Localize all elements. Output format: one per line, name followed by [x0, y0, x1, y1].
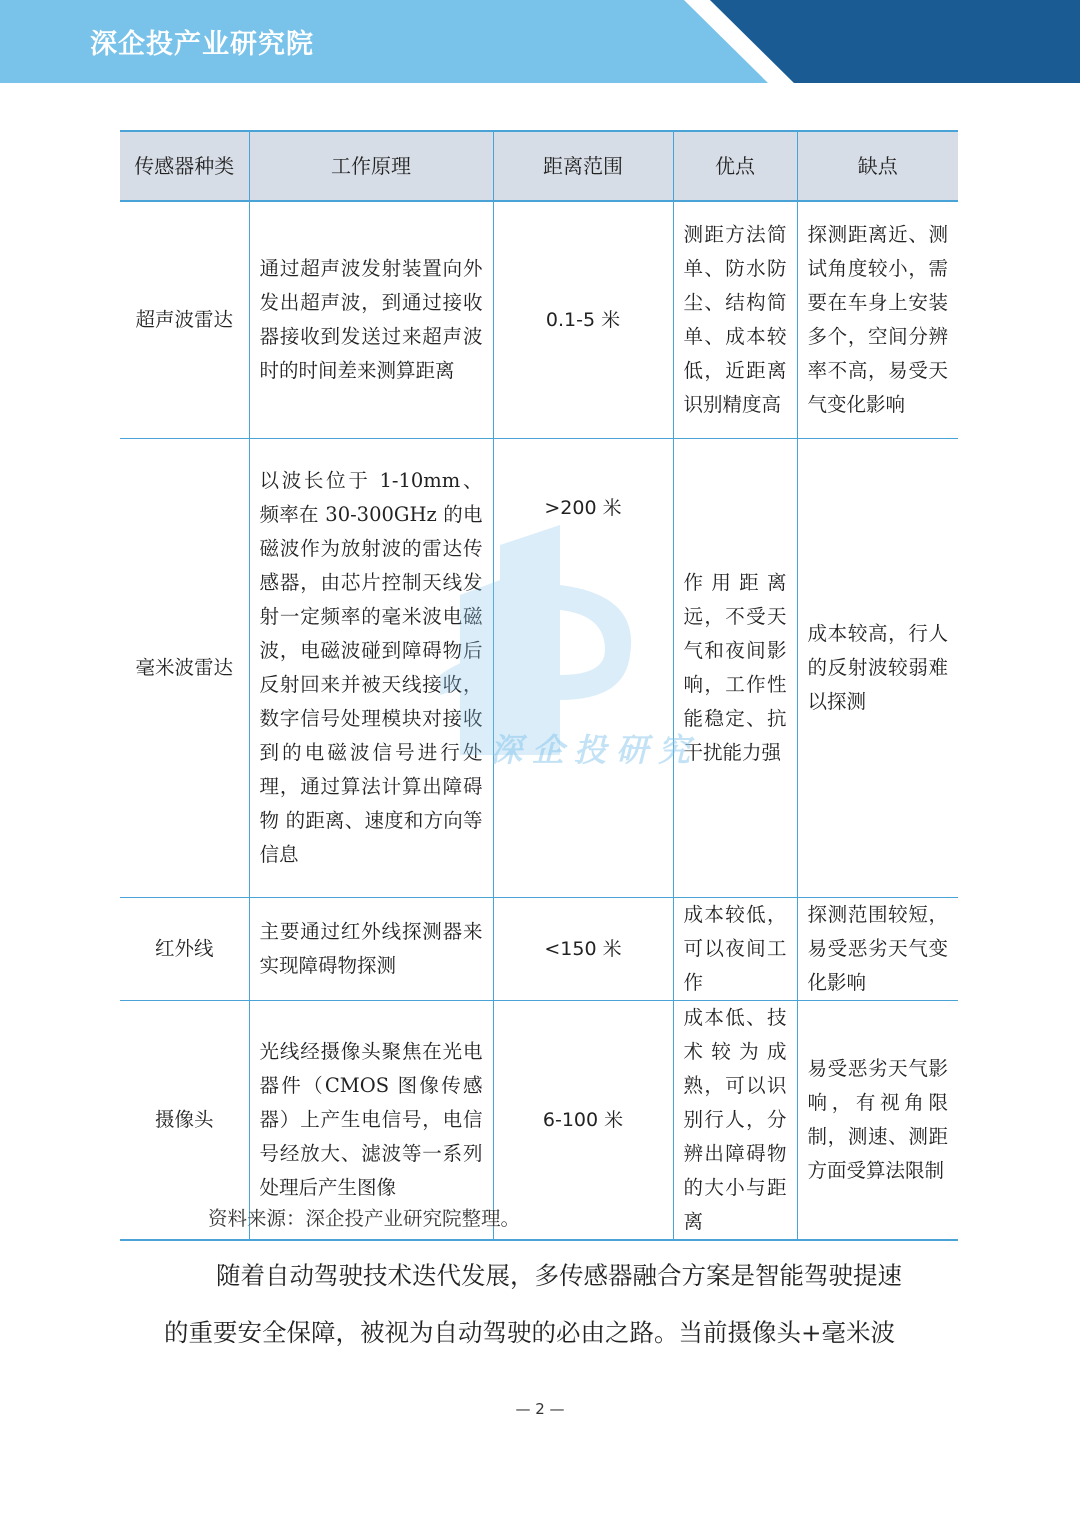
header-sensor-type: 传感器种类: [120, 131, 249, 201]
cell-range: 0.1-5 米: [493, 201, 673, 439]
cell-range: 6-100 米: [493, 1001, 673, 1241]
page-header: [0, 0, 1080, 83]
cell-principle: 通过超声波发射装置向外发出超声波，到通过接收器接收到发送过来超声波时的时间差来测算距离: [249, 201, 493, 439]
cell-cons: 成本较高，行人的反射波较弱难以探测: [797, 439, 958, 898]
cell-cons: 探测距离近、测试角度较小，需要在车身上安装多个，空间分辨率不高，易受天气变化影响: [797, 201, 958, 439]
table-row: [120, 201, 958, 439]
table-row: [120, 898, 958, 1001]
page-number: — 2 —: [515, 1400, 565, 1418]
cell-cons: 易受恶劣天气影响，有视角限制，测速、测距方面受算法限制: [797, 1001, 958, 1241]
cell-principle: 主要通过红外线探测器来实现障碍物探测: [249, 898, 493, 1001]
cell-principle: 光线经摄像头聚焦在光电器件（CMOS 图像传感器）上产生电信号，电信号经放大、滤波等一系列处理后产生图像: [249, 1001, 493, 1241]
cell-principle: 以波长位于 1-10mm、频率在 30-300GHz 的电磁波作为放射波的雷达传感器，由芯片控制天线发射一定频率的毫米波电磁波，电磁波碰到障碍物后反射回来并被天线接收，数字信号处理模块对接收到的电磁波信号进行处理，通过算法计算出障碍物 的距离、速度和方向等信息: [249, 439, 493, 898]
cell-pros: 成本低、技术较为成熟，可以识别行人，分辨出障碍物的大小与距离: [673, 1001, 797, 1241]
table-header-row: [120, 131, 958, 201]
header-pros: 优点: [673, 131, 797, 201]
header-title: 深企投产业研究院: [90, 29, 314, 60]
body-paragraph: [164, 1247, 924, 1361]
cell-pros: 成本较低，可以夜间工作: [673, 898, 797, 1001]
source-note: 资料来源：深企投产业研究院整理。: [208, 1207, 521, 1230]
cell-sensor-type: 红外线: [120, 898, 249, 1001]
sensor-comparison-table: [120, 130, 958, 1241]
header-principle: 工作原理: [249, 131, 493, 201]
cell-sensor-type: 毫米波雷达: [120, 439, 249, 898]
cell-range: >200 米: [493, 439, 673, 898]
body-paragraph-text: 随着自动驾驶技术迭代发展，多传感器融合方案是智能驾驶提速的重要安全保障，被视为自动驾驶的必由之路。当前摄像头+毫米波: [164, 1261, 902, 1347]
cell-pros: 作用距离远，不受天气和夜间影响，工作性能稳定、抗干扰能力强: [673, 439, 797, 898]
cell-range: <150 米: [493, 898, 673, 1001]
table-row: [120, 439, 958, 898]
header-range: 距离范围: [493, 131, 673, 201]
cell-sensor-type: 超声波雷达: [120, 201, 249, 439]
cell-sensor-type: 摄像头: [120, 1001, 249, 1241]
watermark-text: 深企投研究: [490, 731, 701, 769]
cell-pros: 测距方法简单、防水防尘、结构简单、成本较低，近距离识别精度高: [673, 201, 797, 439]
header-cons: 缺点: [797, 131, 958, 201]
cell-cons: 探测范围较短，易受恶劣天气变化影响: [797, 898, 958, 1001]
